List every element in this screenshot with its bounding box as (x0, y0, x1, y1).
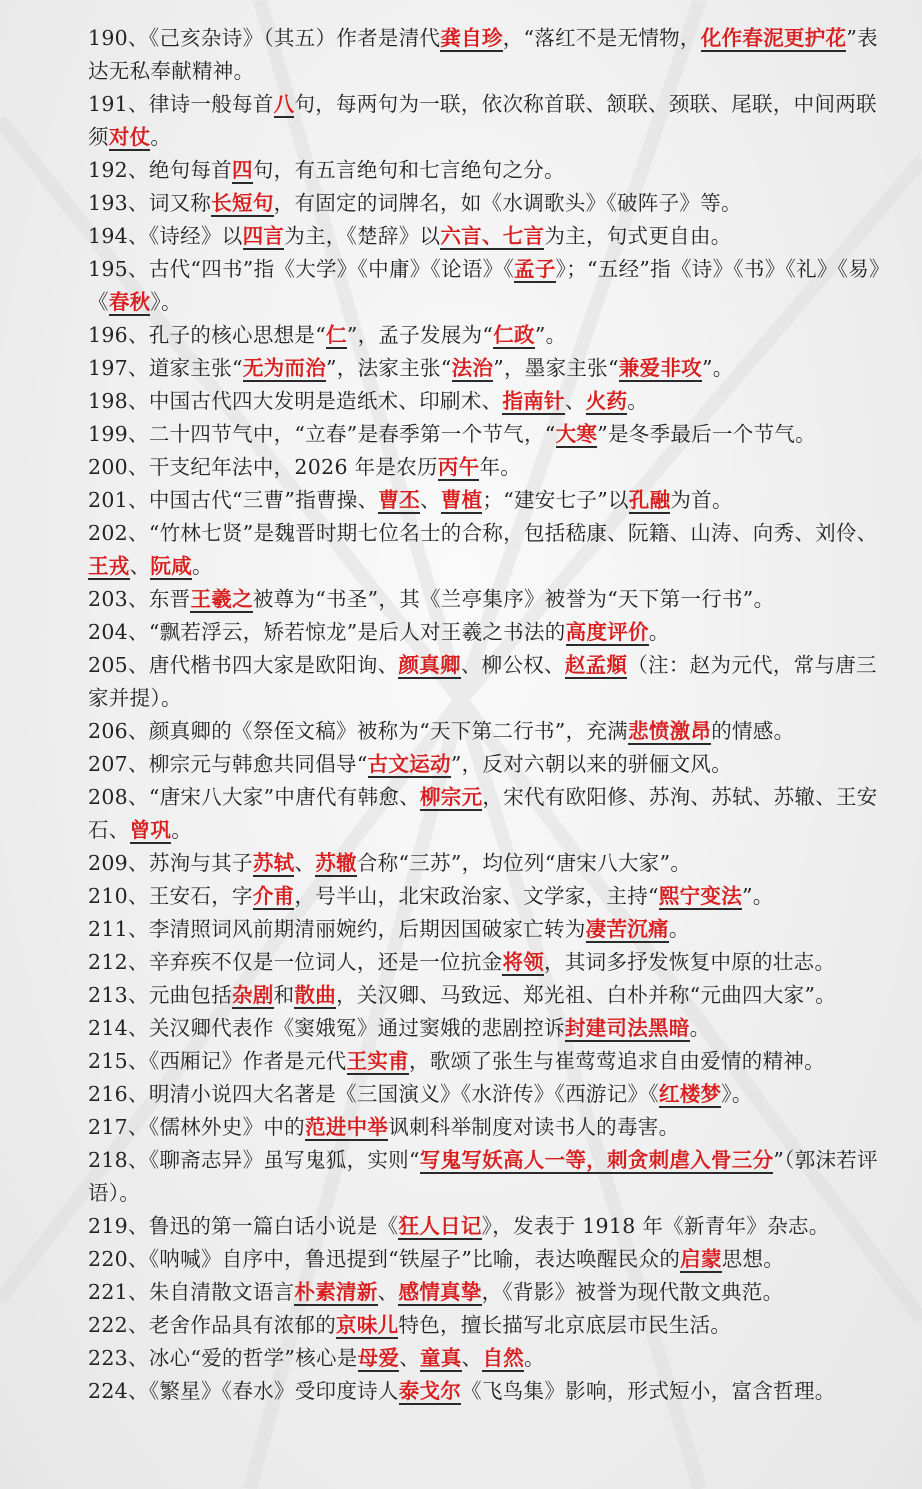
highlighted-answer: 红楼梦 (658, 1082, 722, 1106)
entry-text: ，宋代有欧阳修、苏洵、苏轼、苏辙、王安石、 (88, 785, 878, 842)
entry-text: 194、《诗经》以 (88, 224, 243, 248)
entry-text: ”是冬季最后一个节气。 (597, 422, 816, 446)
entry-text: ，《背影》被誉为现代散文典范。 (481, 1280, 784, 1304)
entry-206 (88, 715, 882, 748)
entry-text: 190、《己亥杂诗》（其五）作者是清代 (88, 26, 441, 50)
entry-text: 223、冰心“爱的哲学”核心是 (88, 1346, 358, 1370)
entry-text: 。 (524, 1346, 545, 1370)
entry-text: 191、律诗一般每首 (88, 92, 274, 116)
entry-text: ”。 (701, 356, 734, 380)
highlighted-answer: 京味儿 (336, 1313, 399, 1337)
entry-217 (88, 1111, 882, 1144)
entry-text: 205、唐代楷书四大家是欧阳询、 (88, 653, 399, 677)
entry-text: 被尊为“书圣”，其《兰亭集序》被誉为“天下第一行书”。 (252, 587, 775, 611)
entry-text: 思想。 (721, 1247, 785, 1271)
highlighted-answer: 泰戈尔 (398, 1379, 462, 1403)
entry-text: ，歌颂了张生与崔莺莺追求自由爱情的精神。 (408, 1049, 825, 1073)
entry-199 (88, 418, 882, 451)
highlighted-answer: 苏轼 (252, 851, 295, 875)
highlighted-answer: 将领 (502, 950, 545, 974)
entry-text: 202、“竹林七贤”是魏晋时期七位名士的合称，包括嵇康、阮籍、山涛、向秀、刘伶、 (88, 521, 878, 545)
highlighted-answer: 颜真卿 (398, 653, 461, 677)
highlighted-answer: 写鬼写妖高人一等，刺贪刺虐入骨三分 (419, 1148, 774, 1172)
entry-text: 193、词又称 (88, 191, 212, 215)
highlighted-answer: 王羲之 (190, 587, 253, 611)
entry-text: 《飞鸟集》影响，形式短小，富含哲理。 (461, 1379, 836, 1403)
entry-220 (88, 1243, 882, 1276)
entry-text: 、 (399, 1346, 421, 1370)
entry-text: 198、中国古代四大发明是造纸术、印刷术、 (88, 389, 503, 413)
entry-text: 218、《聊斋志异》虽写鬼狐，实则“ (88, 1148, 420, 1172)
highlighted-answer: 指南针 (502, 389, 565, 413)
entry-224 (88, 1375, 882, 1408)
highlighted-answer: 狂人日记 (398, 1214, 482, 1238)
entry-text: 220、《呐喊》自序中，鲁迅提到“铁屋子”比喻，表达唤醒民众的 (88, 1247, 681, 1271)
entry-text: 句，有五言绝句和七言绝句之分。 (252, 158, 565, 182)
entry-text: ，其词多抒发恢复中原的壮志。 (544, 950, 836, 974)
entry-text: ”，反对六朝以来的骈俪文风。 (450, 752, 732, 776)
knowledge-list (88, 22, 882, 1408)
entry-text: 197、道家主张“ (88, 356, 243, 380)
entry-text: ”（郭沫若评语）。 (88, 1148, 878, 1205)
highlighted-answer: 悲愤激昂 (628, 719, 712, 743)
entry-text: 203、东晋 (88, 587, 191, 611)
entry-text: ”。 (742, 884, 774, 908)
highlighted-answer: 高度评价 (565, 620, 649, 644)
entry-text: ”表达无私奉献精神。 (88, 26, 878, 83)
entry-text: ”，孟子发展为“ (346, 323, 494, 347)
entry-text: 216、明清小说四大名著是《三国演义》《水浒传》《西游记》《 (88, 1082, 659, 1106)
entry-text: （注：赵为元代，常与唐三家并提）。 (88, 653, 877, 710)
entry-text: 。 (668, 917, 690, 941)
highlighted-answer: 八 (273, 92, 295, 116)
entry-text: 217、《儒林外史》中的 (88, 1115, 305, 1139)
entry-text: ”，墨家主张“ (493, 356, 619, 380)
entry-text: 为主，《楚辞》以 (284, 224, 441, 248)
entry-215 (88, 1045, 882, 1078)
entry-207 (88, 748, 882, 781)
entry-203 (88, 583, 882, 616)
highlighted-answer: 孟子 (514, 257, 556, 281)
entry-text: 192、绝句每首 (88, 158, 233, 182)
entry-190 (88, 22, 882, 88)
entry-text: 、 (420, 488, 441, 512)
entry-198 (88, 385, 882, 418)
entry-214 (88, 1012, 882, 1045)
highlighted-answer: 化作春泥更护花 (700, 26, 847, 50)
highlighted-answer: 六言、七言 (440, 224, 545, 248)
highlighted-answer: 感情真挚 (398, 1280, 482, 1304)
entry-text: 特色，擅长描写北京底层市民生活。 (398, 1313, 732, 1337)
entry-text: 。 (171, 818, 193, 842)
entry-text: 为首。 (670, 488, 733, 512)
highlighted-answer: 无为而治 (242, 356, 327, 380)
highlighted-answer: 杂剧 (232, 983, 274, 1007)
entry-text: 。 (627, 389, 649, 413)
entry-text: 201、中国古代“三曹”指曹操、 (88, 488, 379, 512)
highlighted-answer: 母爱 (357, 1346, 400, 1370)
entry-191 (88, 88, 882, 154)
entry-193 (88, 187, 882, 220)
entry-213 (88, 979, 882, 1012)
highlighted-answer: 长短句 (211, 191, 274, 215)
entry-text: ，有固定的词牌名，如《水调歌头》《破阵子》等。 (273, 191, 742, 215)
entry-195 (88, 253, 882, 319)
entry-text: 句，每两句为一联，依次称首联、颔联、颈联、尾联，中间两联须 (88, 92, 877, 149)
entry-text: 214、关汉卿代表作《窦娥冤》通过窦娥的悲剧控诉 (88, 1016, 565, 1040)
highlighted-answer: 四言 (242, 224, 285, 248)
entry-text: 、 (377, 1280, 399, 1304)
highlighted-answer: 法治 (451, 356, 494, 380)
highlighted-answer: 古文运动 (367, 752, 451, 776)
entry-202 (88, 517, 882, 583)
entry-text: 221、朱自清散文语言 (88, 1280, 295, 1304)
highlighted-answer: 介甫 (252, 884, 295, 908)
highlighted-answer: 孔融 (628, 488, 671, 512)
highlighted-answer: 苏辙 (315, 851, 357, 875)
highlighted-answer: 曹丕 (378, 488, 420, 512)
entry-text: 196、孔子的核心思想是“ (88, 323, 327, 347)
highlighted-answer: 封建司法黑暗 (564, 1016, 690, 1040)
entry-text: 。 (689, 1016, 711, 1040)
entry-text: 195、古代“四书”指《大学》《中庸》《论语》《 (88, 257, 515, 281)
entry-text: 为主，句式更自由。 (544, 224, 732, 248)
highlighted-answer: 朴素清新 (294, 1280, 378, 1304)
entry-text: ，“落红不是无情物， (502, 26, 701, 50)
entry-text: 224、《繁星》《春水》受印度诗人 (88, 1379, 399, 1403)
entry-text: 204、“飘若浮云，矫若惊龙”是后人对王羲之书法的 (88, 620, 566, 644)
entry-223 (88, 1342, 882, 1375)
entry-text: 211、李清照词风前期清丽婉约，后期因国破家亡转为 (88, 917, 586, 941)
entry-text: 206、颜真卿的《祭侄文稿》被称为“天下第二行书”，充满 (88, 719, 628, 743)
entry-text: 。 (648, 620, 670, 644)
highlighted-answer: 仁政 (493, 323, 535, 347)
highlighted-answer: 柳宗元 (420, 785, 483, 809)
entry-192 (88, 154, 882, 187)
entry-212 (88, 946, 882, 979)
entry-205 (88, 649, 882, 715)
entry-text: 和 (273, 983, 295, 1007)
highlighted-answer: 对仗 (108, 125, 151, 149)
highlighted-answer: 童真 (420, 1346, 462, 1370)
highlighted-answer: 春秋 (108, 290, 151, 314)
entry-text: 。 (150, 125, 172, 149)
entry-210 (88, 880, 882, 913)
highlighted-answer: 兼爱非攻 (618, 356, 702, 380)
entry-text: 210、王安石，字 (88, 884, 253, 908)
entry-text: ，号半山，北宋政治家、文学家，主持“ (294, 884, 659, 908)
entry-text: 、柳公权、 (460, 653, 565, 677)
entry-196 (88, 319, 882, 352)
highlighted-answer: 阮咸 (150, 554, 193, 578)
entry-text: 209、苏洵与其子 (88, 851, 253, 875)
highlighted-answer: 丙午 (437, 455, 480, 479)
entry-text: 、 (564, 389, 586, 413)
entry-text: 、 (129, 554, 151, 578)
entry-text: 222、老舍作品具有浓郁的 (88, 1313, 337, 1337)
entry-text: ，关汉卿、马致远、郑光祖、白朴并称“元曲四大家”。 (336, 983, 837, 1007)
highlighted-answer: 大寒 (555, 422, 598, 446)
entry-text: 年。 (479, 455, 522, 479)
entry-text: 讽刺科举制度对读书人的毒害。 (388, 1115, 680, 1139)
entry-text: ；“建安七子”以 (482, 488, 629, 512)
highlighted-answer: 仁 (326, 323, 347, 347)
highlighted-answer: 范进中举 (304, 1115, 389, 1139)
entry-text: 。 (192, 554, 213, 578)
entry-text: ”。 (534, 323, 567, 347)
entry-219 (88, 1210, 882, 1243)
entry-209 (88, 847, 882, 880)
highlighted-answer: 四 (232, 158, 253, 182)
entry-221 (88, 1276, 882, 1309)
entry-text: 213、元曲包括 (88, 983, 233, 1007)
entry-text: 208、“唐宋八大家”中唐代有韩愈、 (88, 785, 420, 809)
highlighted-answer: 曹植 (440, 488, 483, 512)
entry-197 (88, 352, 882, 385)
entry-text: 》。 (721, 1082, 753, 1106)
highlighted-answer: 熙宁变法 (658, 884, 743, 908)
entry-text: 199、二十四节气中，“立春”是春季第一个节气，“ (88, 422, 556, 446)
entry-text: 的情感。 (711, 719, 795, 743)
entry-222 (88, 1309, 882, 1342)
highlighted-answer: 散曲 (294, 983, 337, 1007)
highlighted-answer: 王实甫 (346, 1049, 409, 1073)
highlighted-answer: 赵孟頫 (564, 653, 628, 677)
entry-text: 》。 (150, 290, 182, 314)
entry-text: 》；“五经”指《诗》《书》《礼》《易》《 (88, 257, 880, 314)
entry-194 (88, 220, 882, 253)
highlighted-answer: 凄苦沉痛 (585, 917, 669, 941)
entry-218 (88, 1144, 882, 1210)
entry-204 (88, 616, 882, 649)
entry-text: 、 (461, 1346, 483, 1370)
entry-text: 207、柳宗元与韩愈共同倡导“ (88, 752, 368, 776)
entry-208 (88, 781, 882, 847)
highlighted-answer: 曾巩 (129, 818, 172, 842)
highlighted-answer: 启蒙 (680, 1247, 722, 1271)
entry-201 (88, 484, 882, 517)
highlighted-answer: 王戎 (88, 554, 130, 578)
entry-text: 212、辛弃疾不仅是一位词人，还是一位抗金 (88, 950, 503, 974)
entry-text: 》，发表于 1918 年《新青年》杂志。 (481, 1214, 830, 1238)
highlighted-answer: 龚自珍 (440, 26, 503, 50)
highlighted-answer: 自然 (482, 1346, 525, 1370)
entry-216 (88, 1078, 882, 1111)
entry-text: 215、《西厢记》作者是元代 (88, 1049, 347, 1073)
entry-211 (88, 913, 882, 946)
entry-text: 219、鲁迅的第一篇白话小说是《 (88, 1214, 399, 1238)
entry-text: 、 (294, 851, 316, 875)
highlighted-answer: 火药 (585, 389, 628, 413)
entry-200 (88, 451, 882, 484)
entry-text: ”，法家主张“ (326, 356, 452, 380)
entry-text: 200、干支纪年法中，2026 年是农历 (88, 455, 438, 479)
entry-text: 合称“三苏”，均位列“唐宋八大家”。 (356, 851, 692, 875)
